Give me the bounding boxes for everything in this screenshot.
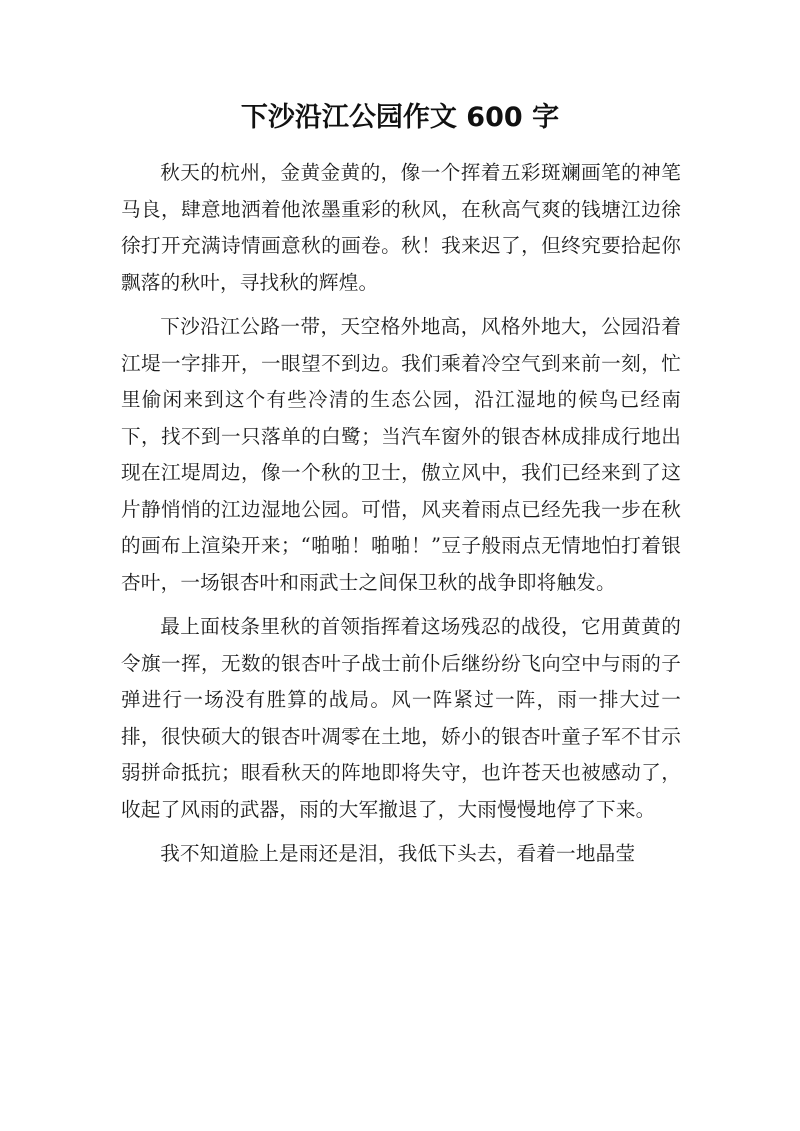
paragraph-3: 最上面枝条里秋的首领指挥着这场残忍的战役，它用黄黄的令旗一挥，无数的银杏叶子战士前仆后继纷纷飞向空中与雨的子弹进行一场没有胜算的战局。风一阵紧过一阵，雨一排大过一排，很快硕大的银杏叶凋零在土地，娇小的银杏叶童子军不甘示弱拼命抵抗；眼看秋天的阵地即将失守，也许苍天也被感动了，收起了风雨的武器，雨的大军撤退了，大雨慢慢地停了下来。 <box>121 615 681 821</box>
document-title: 下沙沿江公园作文 600 字 <box>240 102 560 133</box>
paragraph-1: 秋天的杭州，金黄金黄的，像一个挥着五彩斑斓画笔的神笔马良，肆意地洒着他浓墨重彩的秋风，在秋高气爽的钱塘江边徐徐打开充满诗情画意秋的画卷。秋！我来迟了，但终究要拾起你飘落的秋叶，寻找秋的辉煌。 <box>121 161 681 294</box>
document-body <box>121 155 681 881</box>
paragraph-2: 下沙沿江公路一带，天空格外地高，风格外地大，公园沿着江堤一字排开，一眼望不到边。我们乘着冷空气到来前一刻，忙里偷闲来到这个有些冷清的生态公园，沿江湿地的候鸟已经南下，找不到一只落单的白鹭；当汽车窗外的银杏林成排成行地出现在江堤周边，像一个秋的卫士，傲立风中，我们已经来到了这片静悄悄的江边湿地公园。可惜，风夹着雨点已经先我一步在秋的画布上渲染开来；“啪啪！啪啪！”豆子般雨点无情地怕打着银杏叶，一场银杏叶和雨武士之间保卫秋的战争即将触发。 <box>121 315 681 594</box>
paragraph-4: 我不知道脸上是雨还是泪，我低下头去，看着一地晶莹 <box>160 842 636 865</box>
